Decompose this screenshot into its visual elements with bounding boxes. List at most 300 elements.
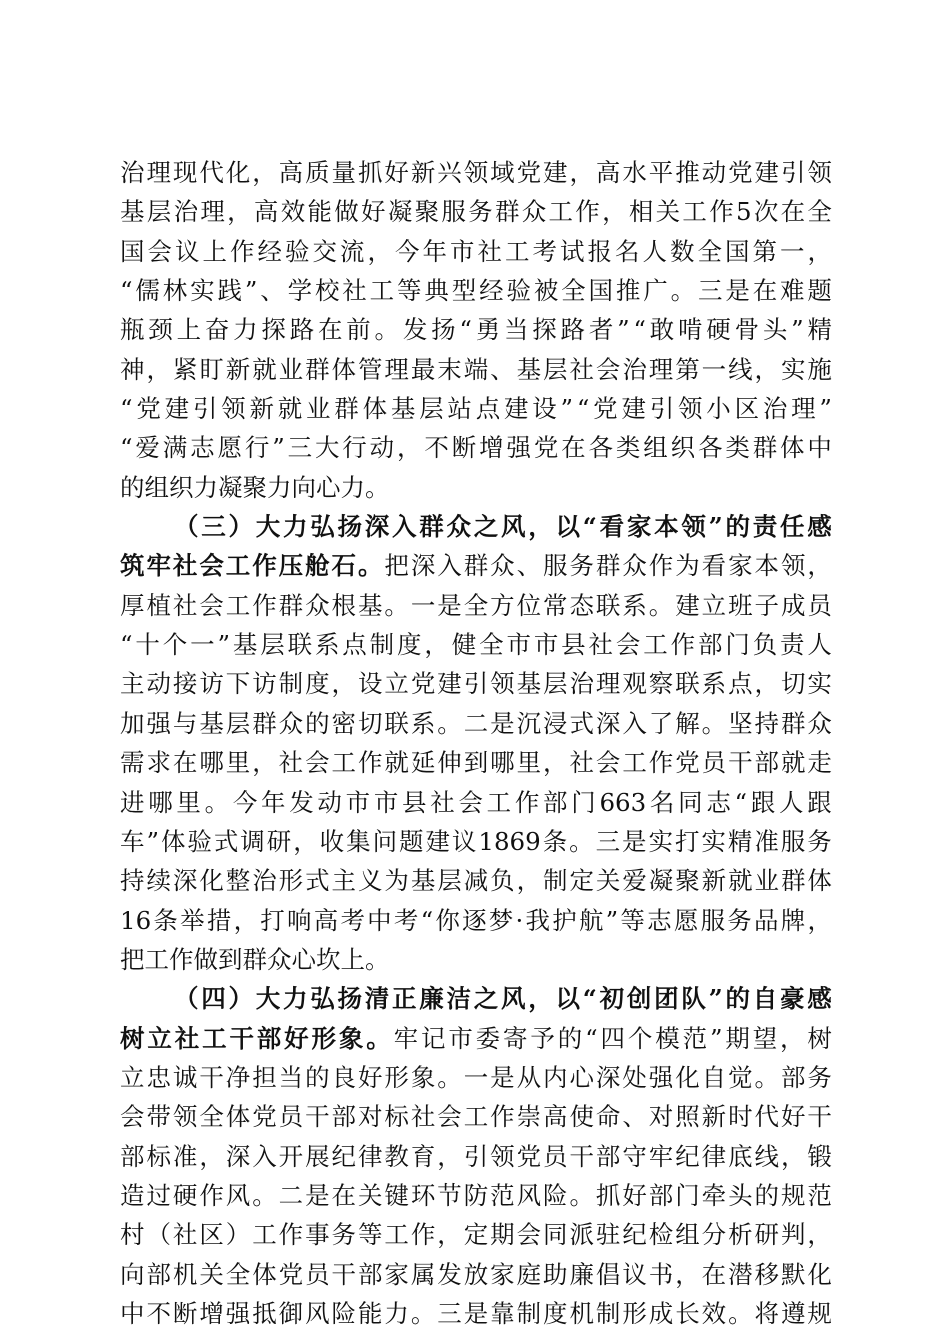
text-glyph: 形 bbox=[278, 866, 304, 896]
text-glyph: 党 bbox=[136, 394, 161, 424]
text-glyph: 接 bbox=[172, 669, 198, 699]
text-glyph: 量 bbox=[331, 158, 356, 187]
text-glyph: 判 bbox=[780, 1220, 806, 1250]
text-glyph: 牌 bbox=[780, 905, 806, 935]
text-glyph: 质 bbox=[305, 158, 330, 187]
text-glyph: 。 bbox=[648, 590, 674, 620]
text-glyph: 牢 bbox=[648, 1141, 674, 1171]
text-glyph: 考 bbox=[393, 905, 419, 935]
text-glyph: 引 bbox=[463, 669, 489, 699]
text-line bbox=[120, 232, 832, 271]
text-glyph: 联 bbox=[595, 590, 621, 620]
text-glyph: 就 bbox=[277, 394, 303, 424]
text-glyph: 在 bbox=[172, 748, 198, 778]
text-glyph: 期 bbox=[725, 1023, 750, 1053]
text-glyph: 在 bbox=[701, 1259, 727, 1289]
text-glyph: 人 bbox=[642, 236, 667, 266]
text-glyph: 部 bbox=[331, 1102, 356, 1132]
text-glyph: 敢 bbox=[649, 315, 675, 345]
text-glyph: ” bbox=[791, 315, 804, 345]
text-glyph: 志 bbox=[706, 787, 731, 817]
text-glyph: 里 bbox=[225, 748, 251, 778]
text-glyph: 探 bbox=[261, 315, 286, 345]
text-glyph: ， bbox=[754, 669, 779, 699]
text-glyph: ， bbox=[675, 1259, 700, 1289]
text-glyph: 引 bbox=[649, 394, 675, 424]
text-glyph: 命 bbox=[595, 1102, 621, 1132]
text-line bbox=[120, 625, 832, 664]
text-glyph: 的 bbox=[557, 1023, 583, 1053]
text-glyph: 能 bbox=[307, 197, 332, 227]
text-line bbox=[120, 1294, 832, 1333]
text-glyph: 务 bbox=[468, 197, 493, 227]
text-glyph: 。 bbox=[569, 826, 594, 856]
text-glyph: 动 bbox=[369, 433, 395, 463]
text-glyph: 关 bbox=[199, 1259, 224, 1289]
text-glyph: 作 bbox=[169, 944, 194, 974]
text-glyph: 风 bbox=[501, 984, 526, 1014]
text-glyph: 层 bbox=[419, 394, 444, 424]
text-glyph: 工 bbox=[331, 748, 356, 778]
text-glyph: 作 bbox=[648, 748, 674, 778]
text-glyph: 末 bbox=[437, 354, 462, 384]
text-glyph: 众 bbox=[622, 551, 647, 581]
text-glyph: ” bbox=[709, 1023, 723, 1053]
text-glyph: 险 bbox=[331, 1298, 356, 1328]
text-glyph: 行 bbox=[342, 433, 367, 463]
text-glyph: 研 bbox=[754, 1220, 779, 1250]
text-glyph: 设 bbox=[532, 394, 557, 424]
text-glyph: 就 bbox=[384, 748, 409, 778]
text-glyph: 社 bbox=[569, 354, 594, 384]
text-glyph: 对 bbox=[357, 1102, 383, 1132]
text-glyph: 同 bbox=[678, 787, 703, 817]
text-glyph: 务 bbox=[807, 826, 832, 856]
text-glyph: 现 bbox=[172, 158, 198, 187]
text-glyph: 需 bbox=[120, 748, 145, 778]
text-glyph: 建 bbox=[543, 158, 568, 187]
text-glyph: 崇 bbox=[516, 1102, 542, 1132]
text-glyph: 定 bbox=[463, 1220, 489, 1250]
text-glyph: 问 bbox=[372, 826, 398, 856]
text-glyph: 的 bbox=[305, 708, 330, 738]
text-glyph: 理 bbox=[595, 669, 621, 699]
text-glyph: 题 bbox=[807, 276, 832, 306]
text-glyph: 作 bbox=[670, 630, 696, 660]
text-glyph: 等 bbox=[397, 276, 422, 306]
text-glyph: 是 bbox=[490, 1062, 515, 1092]
text-glyph: 门 bbox=[675, 1180, 700, 1210]
text-glyph: 学 bbox=[287, 276, 313, 306]
text-glyph: 之 bbox=[473, 512, 499, 542]
text-glyph: 净 bbox=[225, 1062, 251, 1092]
text-glyph: ， bbox=[252, 748, 277, 778]
text-glyph: 风 bbox=[305, 1298, 330, 1328]
text-glyph: 。 bbox=[357, 551, 383, 581]
text-glyph: 者 bbox=[588, 315, 614, 345]
text-glyph: 把 bbox=[384, 551, 409, 581]
text-glyph: 神 bbox=[120, 354, 145, 384]
text-glyph: 经 bbox=[479, 276, 504, 306]
text-glyph: 律 bbox=[357, 1141, 383, 1171]
text-line bbox=[120, 940, 832, 979]
text-glyph: 路 bbox=[560, 315, 586, 345]
text-glyph: 头 bbox=[762, 315, 788, 345]
text-glyph: 任 bbox=[779, 512, 805, 542]
text-glyph: 措 bbox=[206, 905, 232, 935]
text-glyph: 点 bbox=[342, 630, 367, 660]
text-glyph: “ bbox=[633, 315, 646, 345]
text-glyph: 成 bbox=[648, 1298, 674, 1328]
text-glyph: 凝 bbox=[387, 197, 413, 227]
text-glyph: ） bbox=[228, 984, 253, 1014]
text-glyph: 纪 bbox=[331, 1141, 356, 1171]
text-glyph: 制 bbox=[543, 866, 568, 896]
text-glyph: 里 bbox=[176, 787, 201, 817]
text-glyph: 强 bbox=[225, 1298, 251, 1328]
text-glyph: 议 bbox=[175, 236, 200, 266]
text-glyph: 效 bbox=[280, 197, 306, 227]
text-glyph: 服 bbox=[441, 197, 466, 227]
text-glyph: 全 bbox=[463, 590, 489, 620]
text-glyph: 忠 bbox=[146, 1062, 171, 1092]
text-glyph: 象 bbox=[338, 1023, 364, 1053]
text-glyph: 群 bbox=[242, 944, 267, 974]
text-glyph: 事 bbox=[305, 1220, 330, 1250]
text-glyph: 之 bbox=[473, 984, 499, 1014]
text-glyph: ” bbox=[708, 984, 723, 1014]
text-glyph: 今 bbox=[232, 787, 258, 817]
text-glyph: 考 bbox=[532, 236, 557, 266]
text-glyph: 领 bbox=[807, 158, 832, 187]
text-glyph: “ bbox=[734, 787, 748, 817]
text-glyph: 社 bbox=[342, 276, 367, 306]
text-glyph: 代 bbox=[754, 1102, 779, 1132]
text-glyph: 牢 bbox=[393, 1023, 419, 1053]
text-glyph: 续 bbox=[146, 866, 171, 896]
text-glyph: 健 bbox=[451, 630, 477, 660]
text-glyph: 域 bbox=[490, 158, 515, 187]
text-glyph: 处 bbox=[622, 1062, 647, 1092]
text-glyph: 众 bbox=[521, 197, 547, 227]
text-glyph: 愿 bbox=[673, 905, 699, 935]
text-glyph: 动 bbox=[317, 787, 342, 817]
text-glyph: 放 bbox=[463, 1259, 489, 1289]
text-glyph: 强 bbox=[648, 1062, 674, 1092]
text-glyph: 的 bbox=[754, 1180, 779, 1210]
text-glyph: 社 bbox=[410, 1102, 436, 1132]
text-glyph: 是 bbox=[490, 708, 515, 738]
text-glyph: 基 bbox=[390, 394, 416, 424]
text-glyph: 党 bbox=[728, 158, 753, 187]
text-glyph: 植 bbox=[146, 590, 171, 620]
text-glyph: 。 bbox=[569, 1180, 594, 1210]
text-glyph: 形 bbox=[311, 1023, 337, 1053]
text-glyph: 标 bbox=[384, 1102, 409, 1132]
text-glyph: 靠 bbox=[490, 1298, 515, 1328]
text-line bbox=[120, 468, 832, 507]
text-glyph: 领 bbox=[681, 512, 706, 542]
text-glyph: 领 bbox=[221, 394, 246, 424]
text-glyph: 增 bbox=[479, 433, 504, 463]
text-glyph: 跟 bbox=[750, 787, 776, 817]
text-glyph: 工 bbox=[505, 236, 530, 266]
text-glyph: 方 bbox=[490, 590, 515, 620]
text-glyph: 化 bbox=[675, 1062, 700, 1092]
text-glyph: 是 bbox=[305, 1180, 330, 1210]
text-glyph: 将 bbox=[754, 1298, 779, 1328]
text-glyph: 会 bbox=[595, 354, 621, 384]
text-glyph: 当 bbox=[278, 1062, 304, 1092]
text-glyph: 环 bbox=[410, 1180, 436, 1210]
text-glyph: 工 bbox=[225, 551, 251, 581]
text-glyph: 众 bbox=[305, 590, 330, 620]
text-glyph: 树 bbox=[120, 1023, 145, 1053]
text-glyph: 遵 bbox=[780, 1298, 806, 1328]
text-glyph: ， bbox=[293, 826, 318, 856]
text-glyph: 作 bbox=[230, 236, 255, 266]
text-glyph: 、 bbox=[622, 1102, 647, 1132]
text-line bbox=[120, 664, 832, 703]
text-glyph: 本 bbox=[754, 551, 779, 581]
text-glyph: 员 bbox=[701, 748, 727, 778]
text-glyph: 造 bbox=[120, 1180, 145, 1210]
text-glyph: 干 bbox=[305, 1102, 330, 1132]
text-glyph: 规 bbox=[780, 1180, 806, 1210]
text-glyph: 部 bbox=[648, 1180, 674, 1210]
text-glyph: 看 bbox=[701, 551, 727, 581]
text-glyph: 纪 bbox=[622, 1220, 647, 1250]
text-glyph: 名 bbox=[615, 236, 640, 266]
text-glyph: 责 bbox=[780, 630, 805, 660]
text-glyph: 队 bbox=[681, 984, 706, 1014]
text-glyph: 哪 bbox=[490, 748, 515, 778]
text-glyph: 石 bbox=[331, 551, 356, 581]
text-glyph: 。 bbox=[437, 1062, 462, 1092]
text-glyph: 员 bbox=[807, 590, 832, 620]
text-glyph: 干 bbox=[569, 1141, 594, 1171]
text-glyph: 硬 bbox=[172, 1180, 198, 1210]
text-glyph: 条 bbox=[153, 905, 178, 935]
text-glyph: 议 bbox=[451, 826, 477, 856]
text-glyph: 服 bbox=[780, 826, 806, 856]
text-glyph: 1869 bbox=[478, 826, 541, 856]
text-glyph: 作 bbox=[514, 787, 540, 817]
text-glyph: 常 bbox=[543, 590, 568, 620]
text-glyph: 走 bbox=[807, 748, 832, 778]
text-glyph: 准 bbox=[754, 826, 779, 856]
text-glyph: 部 bbox=[754, 748, 779, 778]
text-glyph: 舱 bbox=[305, 551, 330, 581]
text-glyph: 庭 bbox=[516, 1259, 542, 1289]
text-glyph: 联 bbox=[675, 669, 700, 699]
text-glyph: 好 bbox=[780, 1102, 806, 1132]
text-glyph: 层 bbox=[437, 866, 462, 896]
text-glyph: 聚 bbox=[242, 472, 267, 502]
text-line bbox=[120, 389, 832, 428]
text-glyph: 会 bbox=[595, 748, 621, 778]
text-glyph: 的 bbox=[120, 472, 145, 502]
text-glyph: 主 bbox=[331, 866, 356, 896]
text-line bbox=[120, 743, 832, 782]
text-glyph: 社 bbox=[172, 590, 198, 620]
text-line bbox=[120, 1255, 832, 1294]
text-glyph: 区 bbox=[199, 1220, 224, 1250]
text-glyph: 御 bbox=[278, 1298, 304, 1328]
text-glyph: 党 bbox=[410, 669, 436, 699]
text-glyph: 把 bbox=[120, 944, 145, 974]
text-glyph: 一 bbox=[463, 1062, 489, 1092]
text-glyph: 部 bbox=[256, 1023, 282, 1053]
text-glyph: 发 bbox=[289, 787, 314, 817]
text-glyph: 区 bbox=[734, 394, 760, 424]
text-glyph: ， bbox=[543, 748, 568, 778]
text-glyph: 体 bbox=[331, 354, 356, 384]
text-glyph: 大 bbox=[255, 512, 281, 542]
text-glyph: 治 bbox=[173, 197, 199, 227]
text-glyph: 数 bbox=[670, 236, 695, 266]
text-glyph: 中 bbox=[807, 433, 832, 463]
text-glyph: 看 bbox=[599, 512, 625, 542]
text-glyph: 治 bbox=[622, 354, 647, 384]
text-glyph: 群 bbox=[252, 708, 277, 738]
text-glyph: 工 bbox=[463, 1102, 489, 1132]
text-glyph: 广 bbox=[643, 276, 668, 306]
text-glyph: 制 bbox=[595, 1298, 621, 1328]
text-glyph: 新 bbox=[701, 866, 727, 896]
text-glyph: 社 bbox=[172, 1220, 198, 1250]
text-glyph: 入 bbox=[622, 708, 647, 738]
text-glyph: 中 bbox=[120, 1298, 145, 1328]
text-glyph: 底 bbox=[728, 1141, 753, 1171]
text-glyph: 会 bbox=[437, 1102, 462, 1132]
text-glyph: ， bbox=[528, 512, 553, 542]
text-glyph: 键 bbox=[384, 1180, 409, 1210]
text-glyph: ， bbox=[424, 630, 449, 660]
text-glyph: 你 bbox=[435, 905, 460, 935]
text-glyph: 求 bbox=[146, 748, 171, 778]
text-glyph: 良 bbox=[331, 1062, 356, 1092]
text-glyph: 人 bbox=[778, 787, 804, 817]
text-glyph: 力 bbox=[267, 472, 292, 502]
text-glyph: 层 bbox=[543, 669, 568, 699]
text-glyph: 哪 bbox=[148, 787, 173, 817]
text-glyph: （ bbox=[174, 512, 199, 542]
text-glyph: （ bbox=[174, 984, 199, 1014]
text-glyph: 为 bbox=[384, 866, 409, 896]
text-line bbox=[120, 310, 832, 349]
text-glyph: 志 bbox=[647, 905, 672, 935]
text-glyph: 研 bbox=[266, 826, 292, 856]
text-glyph: 力 bbox=[384, 1298, 409, 1328]
text-glyph: 践 bbox=[217, 276, 242, 306]
text-glyph: 做 bbox=[193, 944, 218, 974]
text-glyph: 群 bbox=[419, 512, 444, 542]
text-glyph: 机 bbox=[569, 1298, 594, 1328]
text-glyph: ， bbox=[754, 354, 779, 384]
text-glyph: 会 bbox=[199, 590, 224, 620]
text-glyph: 强 bbox=[146, 708, 171, 738]
text-glyph: 定 bbox=[569, 866, 594, 896]
text-glyph: 二 bbox=[278, 1180, 304, 1210]
text-glyph: 。 bbox=[728, 1298, 753, 1328]
text-glyph: 举 bbox=[180, 905, 205, 935]
text-glyph: 集 bbox=[346, 826, 371, 856]
text-glyph: 被 bbox=[533, 276, 559, 306]
text-glyph: 经 bbox=[257, 236, 282, 266]
text-glyph: 硬 bbox=[706, 315, 731, 345]
text-glyph: 力 bbox=[283, 984, 308, 1014]
text-glyph: 基 bbox=[516, 669, 542, 699]
text-glyph: 兴 bbox=[437, 158, 462, 187]
text-glyph: 组 bbox=[675, 1220, 700, 1250]
text-glyph: ” bbox=[146, 826, 159, 856]
text-glyph: 工 bbox=[384, 1220, 409, 1250]
text-glyph: 。 bbox=[365, 472, 390, 502]
text-glyph: 三 bbox=[697, 276, 723, 306]
text-line bbox=[120, 546, 832, 585]
text-glyph: 新 bbox=[701, 1102, 727, 1132]
text-glyph: 理 bbox=[200, 197, 225, 227]
text-line bbox=[120, 192, 832, 231]
text-glyph: 能 bbox=[357, 1298, 383, 1328]
text-glyph: 等 bbox=[620, 905, 645, 935]
text-glyph: 建 bbox=[425, 826, 450, 856]
text-line bbox=[120, 979, 832, 1018]
text-glyph: 干 bbox=[807, 1102, 832, 1132]
text-glyph: 作 bbox=[199, 1180, 224, 1210]
text-glyph: 纪 bbox=[675, 1141, 700, 1171]
text-glyph: 高 bbox=[278, 158, 304, 187]
text-glyph: 是 bbox=[622, 826, 647, 856]
text-glyph: 建 bbox=[164, 394, 190, 424]
text-glyph: 本 bbox=[654, 512, 679, 542]
text-glyph: 报 bbox=[587, 236, 612, 266]
text-glyph: 驻 bbox=[595, 1220, 621, 1250]
text-glyph: 引 bbox=[192, 394, 218, 424]
text-glyph: 潜 bbox=[728, 1259, 753, 1289]
text-glyph: 上 bbox=[340, 944, 365, 974]
text-glyph: 。 bbox=[374, 315, 400, 345]
text-glyph: 校 bbox=[314, 276, 340, 306]
text-glyph: 工 bbox=[369, 276, 395, 306]
text-glyph: 持 bbox=[754, 708, 779, 738]
text-glyph: 家 bbox=[626, 512, 652, 542]
text-glyph: 引 bbox=[463, 1141, 489, 1171]
text-glyph: 一 bbox=[410, 590, 436, 620]
text-glyph: 立 bbox=[147, 1023, 172, 1053]
text-glyph: 化 bbox=[199, 866, 224, 896]
text-glyph: 的 bbox=[725, 984, 750, 1014]
text-glyph: 体 bbox=[252, 1259, 277, 1289]
text-glyph: 类 bbox=[615, 433, 641, 463]
text-glyph: 以 bbox=[555, 512, 580, 542]
text-glyph: 上 bbox=[176, 315, 202, 345]
text-glyph: 风 bbox=[516, 1180, 542, 1210]
text-glyph: 关 bbox=[357, 1180, 383, 1210]
text-glyph: 服 bbox=[543, 551, 568, 581]
text-glyph: 务 bbox=[727, 905, 752, 935]
text-glyph: 切 bbox=[780, 669, 806, 699]
text-glyph: ” bbox=[244, 276, 258, 306]
text-glyph: 国 bbox=[725, 236, 750, 266]
text-glyph: 工 bbox=[622, 748, 647, 778]
text-glyph: 点 bbox=[728, 669, 753, 699]
text-glyph: “ bbox=[582, 512, 597, 542]
text-glyph: 最 bbox=[410, 354, 436, 384]
text-glyph: 动 bbox=[701, 158, 727, 187]
text-glyph: “ bbox=[120, 630, 133, 660]
